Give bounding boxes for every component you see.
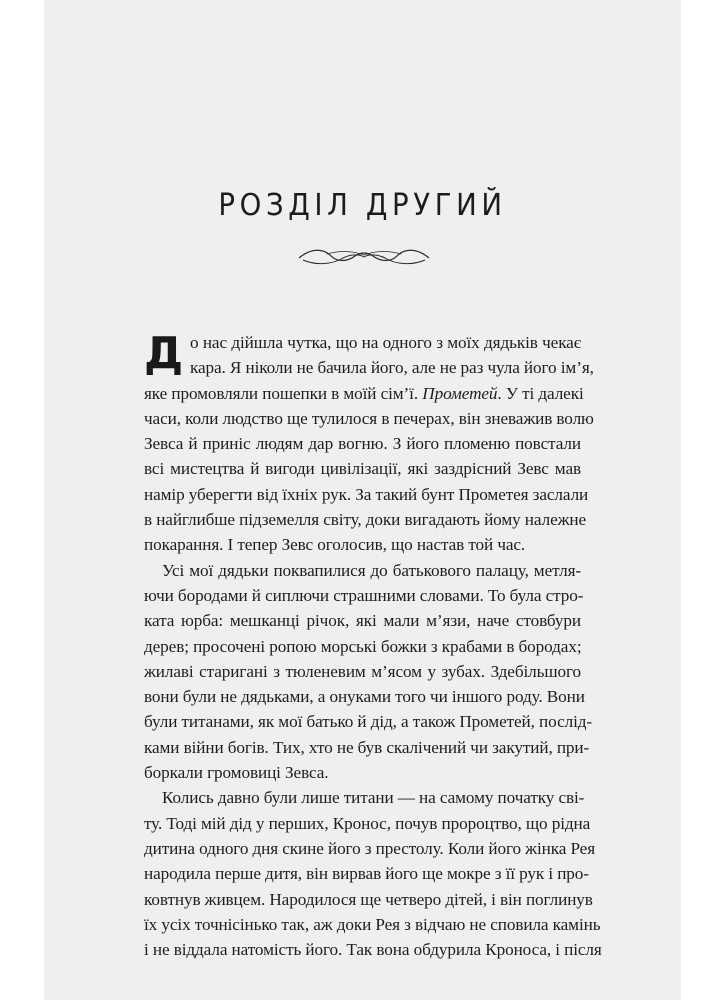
chapter-body bbox=[144, 328, 602, 962]
text-line: жилаві старигані з тюленевим м’ясом у зубах. Здебільшого bbox=[144, 661, 581, 681]
book-page bbox=[44, 0, 681, 1000]
text-line: боркали громовиці Зевса. bbox=[144, 763, 329, 783]
text-line: о нас дійшла чутка, що на одного з моїх дядьків чекає bbox=[190, 333, 581, 352]
text-line: Колись давно були лише титани — на самому початку сві- bbox=[162, 788, 585, 808]
text-line: намір уберегти від їхніх рук. За такий бунт Прометея заслали bbox=[144, 484, 589, 504]
text-line: ючи бородами й сиплючи страшними словами. То була стро- bbox=[144, 585, 584, 605]
text-line: часи, коли людство ще тулилося в печерах, він зневажив волю bbox=[144, 408, 594, 428]
text-line: ката юрба: мешканці річок, які мали м’язи, наче стовбури bbox=[144, 611, 581, 631]
text-line bbox=[144, 381, 584, 406]
text-line: кара. Я ніколи не бачила його, але не раз чула його ім’я, bbox=[190, 358, 594, 378]
text-line: покарання. І тепер Зевс оголосив, що настав той час. bbox=[144, 535, 526, 555]
text-line: ковтнув живцем. Народилося ще четверо дітей, і він поглинув bbox=[144, 889, 593, 909]
text-line: дитина одного дня скине його з престолу. Коли його жінка Рея bbox=[144, 838, 596, 858]
drop-cap: Д bbox=[144, 328, 184, 379]
text-line: дерев; просочені ропою морські божки з крабами в бородах; bbox=[144, 636, 582, 656]
text-line: ками війни богів. Тих, хто не був скалічений чи закутий, при- bbox=[144, 737, 590, 757]
text-line: Усі мої дядьки поквапилися до батькового палацу, метля- bbox=[162, 560, 581, 580]
text-line: були титанами, як мої батько й дід, а також Прометей, послід- bbox=[144, 712, 593, 732]
text-line: народила перше дитя, він вирвав його ще мокре з її рук і про- bbox=[144, 864, 589, 884]
name-prometheus: Прометей bbox=[422, 383, 498, 403]
text-line: Зевса й приніс людям дар вогню. З його пломеню повстали bbox=[144, 434, 581, 454]
chapter-title: РОЗДІЛ ДРУГИЙ bbox=[218, 188, 507, 224]
swirl-divider-icon bbox=[297, 244, 431, 270]
text-segment: . У ті далекі bbox=[497, 383, 584, 403]
text-line: всі мистецтва й вигоди цивілізації, які заздрісний Зевс мав bbox=[144, 459, 581, 479]
text-line: і не віддала натомість його. Так вона обдурила Кроноса, і після bbox=[144, 940, 602, 960]
text-segment: яке промовляли пошепки в моїй сім’ї. bbox=[144, 383, 419, 403]
text-line: в найглибше підземелля світу, доки вигадають йому належне bbox=[144, 510, 586, 530]
text-line: вони були не дядьками, а онуками того чи іншого роду. Вони bbox=[144, 687, 585, 707]
text-line: ту. Тоді мій дід у перших, Кронос, почув пророцтво, що рідна bbox=[144, 813, 591, 833]
text-line: їх усіх точнісінько так, аж доки Рея з відчаю не сповила камінь bbox=[144, 914, 601, 934]
